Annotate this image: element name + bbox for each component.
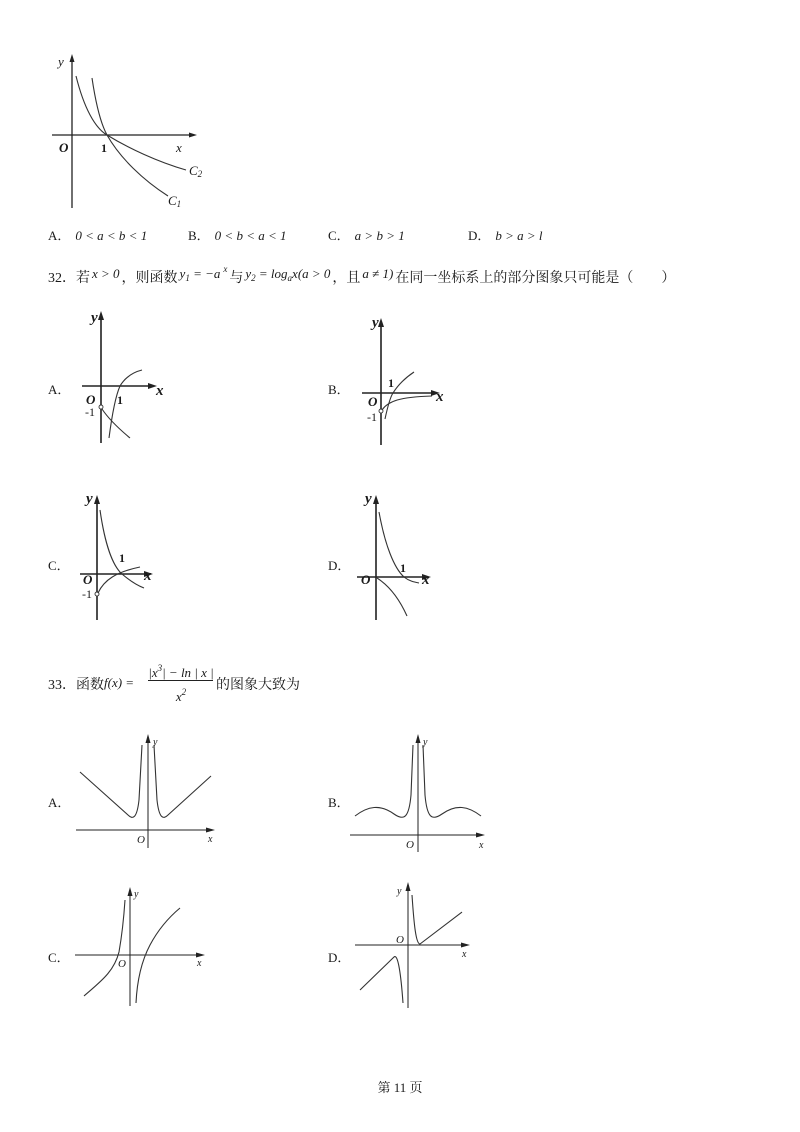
y-axis-label: y <box>134 889 139 900</box>
open-point <box>99 405 103 409</box>
q32-option-a-letter: A． <box>48 382 71 397</box>
function-lhs: f(x) = <box>104 675 135 690</box>
log-base: a <box>287 273 293 283</box>
fraction-numerator <box>148 659 214 682</box>
option-letter: D． <box>468 228 491 243</box>
option-text: 0 < a < b < 1 <box>75 228 148 243</box>
curve-logarithm <box>109 370 142 438</box>
origin-label: O <box>368 394 378 409</box>
q32-option-a-graph <box>75 305 170 450</box>
function-y2 <box>245 265 330 287</box>
y-axis-arrow <box>378 318 384 327</box>
y1-var: y <box>179 266 186 281</box>
curve-c1-subscript: 1 <box>176 199 182 209</box>
curve-left-branch <box>84 900 125 996</box>
question-number: 32． <box>48 271 76 286</box>
y-axis-arrow <box>406 882 411 891</box>
page-number-footer: 第 11 页 <box>377 1080 423 1095</box>
function-y1 <box>180 260 228 287</box>
q33-option-d-letter: D． <box>328 950 351 965</box>
curve-left-branch <box>360 957 403 1003</box>
option-letter: B． <box>188 228 210 243</box>
y1-subscript: 1 <box>185 273 190 283</box>
tick-label-neg-one: -1 <box>367 410 377 424</box>
q33-option-c-graph <box>72 883 207 1008</box>
curve-left-branch <box>80 745 142 817</box>
y-axis-label: y <box>153 737 158 748</box>
origin-label: O <box>59 140 69 155</box>
q32-option-c-graph <box>75 490 160 625</box>
curve-logarithm <box>100 510 144 588</box>
y2-subscript: 2 <box>251 273 256 283</box>
option-text: b > a > l <box>495 228 543 243</box>
y-axis-label: y <box>397 886 402 897</box>
tick-label-neg-one: -1 <box>82 587 92 601</box>
curve-c2-label <box>189 163 203 179</box>
curve-c2-name: C <box>189 163 198 178</box>
y-axis-label: y <box>423 737 428 748</box>
q33-option-b-letter: B． <box>328 795 350 810</box>
y-axis-arrow <box>146 734 151 743</box>
x-axis-arrow <box>189 133 197 138</box>
q31-option-d <box>468 227 543 245</box>
y-axis-label: y <box>372 315 379 331</box>
q31-option-c <box>328 227 405 245</box>
origin-label: O <box>83 572 93 587</box>
y1-exponent: x <box>223 264 228 274</box>
q33-option-c-letter: C． <box>48 950 70 965</box>
q32-option-b-graph <box>355 312 450 450</box>
origin-label: O <box>118 958 126 970</box>
q31-option-b <box>188 227 287 245</box>
stem-text: 与 <box>229 271 244 286</box>
y2-rhs: = log <box>255 266 288 281</box>
origin-label: O <box>396 934 404 946</box>
stem-text: ，且 <box>332 271 361 286</box>
x-axis-label: x <box>144 568 152 584</box>
y-axis-label: y <box>91 310 98 326</box>
curve-c2-subscript: 2 <box>197 169 203 179</box>
y-axis-label: y <box>58 54 64 69</box>
fraction-bar <box>148 680 213 681</box>
stem-text: 的图象大致为 <box>216 678 300 693</box>
curve-exponential <box>102 409 130 438</box>
curve-exponential <box>382 396 432 410</box>
tick-label-one: 1 <box>400 561 406 575</box>
x-axis-label: x <box>156 383 164 399</box>
q31-figure <box>45 48 215 213</box>
curve-right-branch <box>423 745 481 817</box>
origin-label: O <box>137 834 145 846</box>
y-axis-arrow <box>416 734 421 743</box>
curve-c1-name: C <box>168 193 177 208</box>
tick-label-one: 1 <box>101 141 107 155</box>
y-axis-label: y <box>365 491 372 507</box>
q33-option-a-letter: A． <box>48 795 71 810</box>
curve-right-branch <box>154 745 211 817</box>
curve-exponential <box>377 578 407 616</box>
y2-var: y <box>245 266 252 281</box>
numerator-exponent: 3 <box>157 663 163 673</box>
numerator-part-b: | − ln | x | <box>162 665 214 680</box>
y-axis-arrow <box>70 54 75 62</box>
curve-left-branch <box>355 745 413 817</box>
stem-text: 在同一坐标系上的部分图象只可能是（ ） <box>395 271 676 286</box>
x-axis-label: x <box>422 572 430 588</box>
stem-text: 函数 <box>76 678 104 693</box>
y-axis-arrow <box>128 887 133 896</box>
tick-label-one: 1 <box>119 551 125 565</box>
x-axis-arrow <box>461 943 470 948</box>
q33-option-a-graph <box>72 730 220 852</box>
q32-option-b-letter: B． <box>328 382 350 397</box>
tick-label-one: 1 <box>117 393 123 407</box>
curve-c2 <box>76 76 186 170</box>
stem-text: ，则函数 <box>121 271 178 286</box>
y2-tail: x(a > 0 <box>292 266 331 281</box>
option-text: a > b > 1 <box>354 228 405 243</box>
curve-c1 <box>92 78 168 196</box>
y-axis-arrow <box>98 311 104 320</box>
q31-option-a <box>48 227 147 245</box>
y1-rhs: = −a <box>189 266 221 281</box>
x-axis-arrow <box>476 833 485 838</box>
question-number: 33． <box>48 678 76 693</box>
x-axis-label: x <box>176 140 182 155</box>
x-axis-label: x <box>208 834 213 845</box>
q32-option-d-graph <box>355 490 440 625</box>
x-axis-arrow <box>196 953 205 958</box>
denominator-exponent: 2 <box>181 687 187 697</box>
curve-right-branch <box>412 895 462 944</box>
question-33-number <box>48 677 104 695</box>
curve-logarithm <box>379 512 419 583</box>
option-text: 0 < b < a < 1 <box>214 228 287 243</box>
question-32-stem <box>48 264 675 291</box>
fraction-denominator <box>148 683 214 706</box>
x-axis-arrow <box>206 828 215 833</box>
x-axis-label: x <box>197 958 202 969</box>
option-letter: A． <box>48 228 71 243</box>
condition-a-not-one: a ≠ 1) <box>362 266 394 281</box>
x-axis-label: x <box>479 840 484 851</box>
origin-label: O <box>406 839 414 851</box>
tick-label-neg-one: -1 <box>85 405 95 419</box>
tick-label-one: 1 <box>388 376 394 390</box>
y-axis-arrow <box>373 495 379 504</box>
q32-option-d-letter: D． <box>328 558 351 573</box>
stem-text: 若 <box>76 271 90 286</box>
numerator-part-a: |x <box>148 665 158 680</box>
x-axis-label: x <box>462 949 467 960</box>
denominator-base: x <box>175 689 182 704</box>
y-axis-label: y <box>86 491 93 507</box>
q32-option-c-letter: C． <box>48 558 70 573</box>
condition-x-positive: x > 0 <box>92 266 120 281</box>
y-axis-arrow <box>94 495 100 504</box>
q33-option-d-graph <box>350 878 475 1010</box>
origin-label: O <box>361 572 371 587</box>
option-letter: C． <box>328 228 350 243</box>
x-axis-label: x <box>436 389 444 405</box>
origin-label: O <box>86 392 96 407</box>
q33-option-b-graph <box>345 730 490 855</box>
curve-c1-label <box>168 193 181 209</box>
